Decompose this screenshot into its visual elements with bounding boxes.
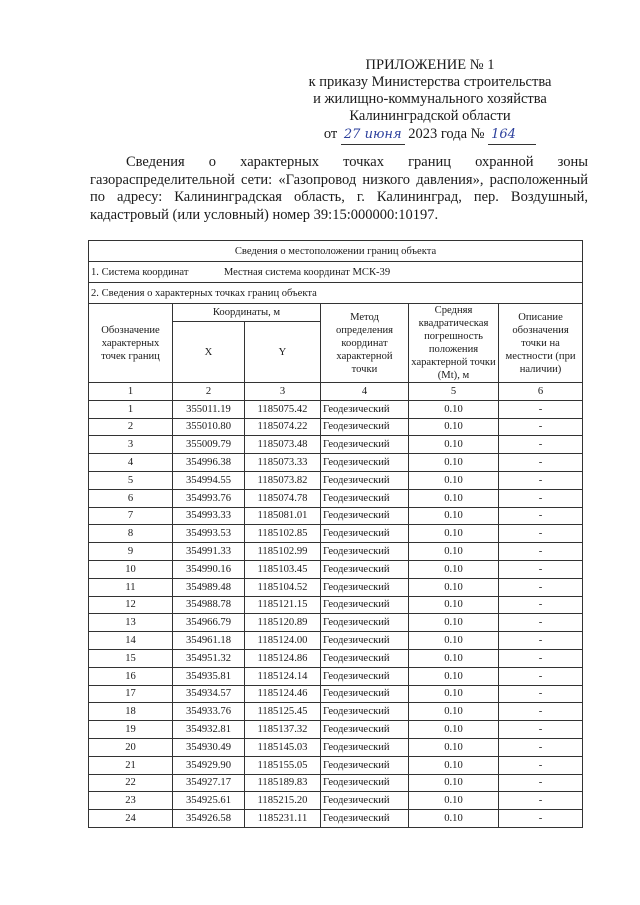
table-row (89, 578, 583, 596)
order-line (280, 125, 580, 145)
y-coordinate-cell: 1185124.46 (245, 685, 321, 703)
y-coordinate-cell: 1185124.00 (245, 632, 321, 650)
boundary-points-table (88, 240, 583, 828)
col-error: Средняя квадратическая погрешность положения характерной точки (Mt), м (409, 304, 499, 383)
method-cell: Геодезический (321, 703, 409, 721)
description-cell: - (499, 489, 583, 507)
point-number-cell: 7 (89, 507, 173, 525)
description-cell: - (499, 560, 583, 578)
method-cell: Геодезический (321, 560, 409, 578)
description-cell: - (499, 525, 583, 543)
point-number-cell: 13 (89, 614, 173, 632)
col-coords: Координаты, м (173, 304, 321, 322)
table-row (89, 632, 583, 650)
description-cell: - (499, 578, 583, 596)
y-coordinate-cell: 1185155.05 (245, 756, 321, 774)
x-coordinate-cell: 354926.58 (173, 810, 245, 828)
point-number-cell: 19 (89, 721, 173, 739)
method-cell: Геодезический (321, 756, 409, 774)
y-coordinate-cell: 1185231.11 (245, 810, 321, 828)
x-coordinate-cell: 354991.33 (173, 543, 245, 561)
method-cell: Геодезический (321, 489, 409, 507)
error-cell: 0.10 (409, 632, 499, 650)
header-line-3: Калининградской области (349, 108, 511, 124)
error-cell: 0.10 (409, 774, 499, 792)
description-cell: - (499, 667, 583, 685)
point-number-cell: 14 (89, 632, 173, 650)
col-description: Описание обозначения точки на местности (при наличии) (499, 304, 583, 383)
x-coordinate-cell: 354961.18 (173, 632, 245, 650)
method-cell: Геодезический (321, 507, 409, 525)
table-row (89, 507, 583, 525)
table-row (89, 525, 583, 543)
y-coordinate-cell: 1185073.48 (245, 436, 321, 454)
description-cell: - (499, 436, 583, 454)
x-coordinate-cell: 354935.81 (173, 667, 245, 685)
error-cell: 0.10 (409, 471, 499, 489)
description-cell: - (499, 596, 583, 614)
error-cell: 0.10 (409, 738, 499, 756)
appendix-title: ПРИЛОЖЕНИЕ № 1 (365, 57, 495, 73)
table-row (89, 454, 583, 472)
method-cell: Геодезический (321, 436, 409, 454)
error-cell: 0.10 (409, 560, 499, 578)
method-cell: Геодезический (321, 418, 409, 436)
point-number-cell: 12 (89, 596, 173, 614)
description-cell: - (499, 632, 583, 650)
y-coordinate-cell: 1185102.99 (245, 543, 321, 561)
y-coordinate-cell: 1185103.45 (245, 560, 321, 578)
coord-system-value: Местная система координат МСК-39 (223, 266, 391, 278)
error-cell: 0.10 (409, 436, 499, 454)
error-cell: 0.10 (409, 543, 499, 561)
table-row (89, 614, 583, 632)
point-number-cell: 15 (89, 649, 173, 667)
y-coordinate-cell: 1185075.42 (245, 400, 321, 418)
y-coordinate-cell: 1185137.32 (245, 721, 321, 739)
x-coordinate-cell: 354989.48 (173, 578, 245, 596)
y-coordinate-cell: 1185102.85 (245, 525, 321, 543)
x-coordinate-cell: 354993.33 (173, 507, 245, 525)
description-cell: - (499, 721, 583, 739)
table-row (89, 703, 583, 721)
table-row (89, 471, 583, 489)
description-cell: - (499, 649, 583, 667)
point-number-cell: 21 (89, 756, 173, 774)
table-row (89, 436, 583, 454)
header-line-1: к приказу Министерства строительства (308, 74, 552, 90)
point-number-cell: 24 (89, 810, 173, 828)
table-row (89, 489, 583, 507)
table-row (89, 596, 583, 614)
x-coordinate-cell: 355010.80 (173, 418, 245, 436)
method-cell: Геодезический (321, 578, 409, 596)
error-cell: 0.10 (409, 400, 499, 418)
error-cell: 0.10 (409, 525, 499, 543)
coord-system-label: 1. Система координат (91, 266, 189, 278)
method-cell: Геодезический (321, 667, 409, 685)
y-coordinate-cell: 1185189.83 (245, 774, 321, 792)
y-coordinate-cell: 1185125.45 (245, 703, 321, 721)
method-cell: Геодезический (321, 471, 409, 489)
x-coordinate-cell: 354934.57 (173, 685, 245, 703)
x-coordinate-cell: 354966.79 (173, 614, 245, 632)
description-cell: - (499, 543, 583, 561)
table-row (89, 738, 583, 756)
column-number: 4 (321, 383, 409, 401)
error-cell: 0.10 (409, 507, 499, 525)
order-year: 2023 года № (408, 126, 485, 142)
table-row (89, 685, 583, 703)
coord-system-row (89, 262, 583, 283)
column-number: 1 (89, 383, 173, 401)
document-header (280, 56, 580, 145)
error-cell: 0.10 (409, 596, 499, 614)
points-title: 2. Сведения о характерных точках границ объекта (89, 283, 583, 304)
column-number: 6 (499, 383, 583, 401)
description-cell: - (499, 774, 583, 792)
point-number-cell: 17 (89, 685, 173, 703)
col-y: Y (245, 322, 321, 383)
description-cell: - (499, 792, 583, 810)
error-cell: 0.10 (409, 756, 499, 774)
x-coordinate-cell: 354996.38 (173, 454, 245, 472)
table-row (89, 721, 583, 739)
y-coordinate-cell: 1185145.03 (245, 738, 321, 756)
x-coordinate-cell: 355009.79 (173, 436, 245, 454)
method-cell: Геодезический (321, 525, 409, 543)
column-number: 3 (245, 383, 321, 401)
handwritten-order-date: 27 июня (341, 126, 405, 145)
point-number-cell: 2 (89, 418, 173, 436)
error-cell: 0.10 (409, 649, 499, 667)
point-number-cell: 8 (89, 525, 173, 543)
header-line-2: и жилищно-коммунального хозяйства (313, 91, 547, 107)
point-number-cell: 20 (89, 738, 173, 756)
point-number-cell: 18 (89, 703, 173, 721)
error-cell: 0.10 (409, 489, 499, 507)
table-row (89, 543, 583, 561)
description-cell: - (499, 685, 583, 703)
method-cell: Геодезический (321, 632, 409, 650)
method-cell: Геодезический (321, 738, 409, 756)
error-cell: 0.10 (409, 454, 499, 472)
point-number-cell: 1 (89, 400, 173, 418)
col-method: Метод определения координат характерной точки (321, 304, 409, 383)
point-number-cell: 6 (89, 489, 173, 507)
description-cell: - (499, 507, 583, 525)
point-number-cell: 10 (89, 560, 173, 578)
method-cell: Геодезический (321, 721, 409, 739)
table-row (89, 756, 583, 774)
description-cell: - (499, 810, 583, 828)
section-title: Сведения о местоположении границ объекта (89, 241, 583, 262)
y-coordinate-cell: 1185081.01 (245, 507, 321, 525)
table-row (89, 649, 583, 667)
table-row (89, 400, 583, 418)
x-coordinate-cell: 354951.32 (173, 649, 245, 667)
y-coordinate-cell: 1185124.86 (245, 649, 321, 667)
method-cell: Геодезический (321, 400, 409, 418)
column-number: 2 (173, 383, 245, 401)
column-number-row (89, 383, 583, 401)
description-cell: - (499, 614, 583, 632)
y-coordinate-cell: 1185124.14 (245, 667, 321, 685)
error-cell: 0.10 (409, 810, 499, 828)
description-cell: - (499, 756, 583, 774)
error-cell: 0.10 (409, 667, 499, 685)
point-number-cell: 23 (89, 792, 173, 810)
table-row (89, 560, 583, 578)
x-coordinate-cell: 354925.61 (173, 792, 245, 810)
y-coordinate-cell: 1185215.20 (245, 792, 321, 810)
y-coordinate-cell: 1185074.22 (245, 418, 321, 436)
error-cell: 0.10 (409, 685, 499, 703)
x-coordinate-cell: 355011.19 (173, 400, 245, 418)
y-coordinate-cell: 1185073.33 (245, 454, 321, 472)
method-cell: Геодезический (321, 614, 409, 632)
table-row (89, 774, 583, 792)
description-cell: - (499, 400, 583, 418)
x-coordinate-cell: 354993.53 (173, 525, 245, 543)
description-cell: - (499, 738, 583, 756)
description-cell: - (499, 703, 583, 721)
error-cell: 0.10 (409, 792, 499, 810)
error-cell: 0.10 (409, 418, 499, 436)
x-coordinate-cell: 354933.76 (173, 703, 245, 721)
y-coordinate-cell: 1185120.89 (245, 614, 321, 632)
x-coordinate-cell: 354994.55 (173, 471, 245, 489)
table-row (89, 792, 583, 810)
x-coordinate-cell: 354930.49 (173, 738, 245, 756)
point-number-cell: 11 (89, 578, 173, 596)
point-number-cell: 4 (89, 454, 173, 472)
method-cell: Геодезический (321, 543, 409, 561)
method-cell: Геодезический (321, 774, 409, 792)
point-number-cell: 9 (89, 543, 173, 561)
x-coordinate-cell: 354990.16 (173, 560, 245, 578)
y-coordinate-cell: 1185121.15 (245, 596, 321, 614)
error-cell: 0.10 (409, 578, 499, 596)
method-cell: Геодезический (321, 596, 409, 614)
error-cell: 0.10 (409, 703, 499, 721)
table-row (89, 667, 583, 685)
point-number-cell: 5 (89, 471, 173, 489)
intro-paragraph: Сведения о характерных точках границ охранной зоны газораспределительной сети: «Газопровод низкого давления», расположенный по адресу: Калининградская область, г. Калининград, пер. Воздушный, кадастровый (или условный) номер 39:15:000000:10197. (90, 154, 588, 223)
method-cell: Геодезический (321, 810, 409, 828)
x-coordinate-cell: 354927.17 (173, 774, 245, 792)
table-row (89, 810, 583, 828)
error-cell: 0.10 (409, 614, 499, 632)
method-cell: Геодезический (321, 792, 409, 810)
y-coordinate-cell: 1185073.82 (245, 471, 321, 489)
x-coordinate-cell: 354929.90 (173, 756, 245, 774)
description-cell: - (499, 471, 583, 489)
method-cell: Геодезический (321, 454, 409, 472)
point-number-cell: 22 (89, 774, 173, 792)
y-coordinate-cell: 1185074.78 (245, 489, 321, 507)
y-coordinate-cell: 1185104.52 (245, 578, 321, 596)
col-x: X (173, 322, 245, 383)
method-cell: Геодезический (321, 649, 409, 667)
column-number: 5 (409, 383, 499, 401)
x-coordinate-cell: 354993.76 (173, 489, 245, 507)
handwritten-order-number: 164 (488, 126, 536, 145)
order-prefix: от (323, 126, 338, 142)
description-cell: - (499, 418, 583, 436)
method-cell: Геодезический (321, 685, 409, 703)
description-cell: - (499, 454, 583, 472)
error-cell: 0.10 (409, 721, 499, 739)
point-number-cell: 16 (89, 667, 173, 685)
point-number-cell: 3 (89, 436, 173, 454)
x-coordinate-cell: 354932.81 (173, 721, 245, 739)
x-coordinate-cell: 354988.78 (173, 596, 245, 614)
table-row (89, 418, 583, 436)
col-designation: Обозначение характерных точек границ (89, 304, 173, 383)
